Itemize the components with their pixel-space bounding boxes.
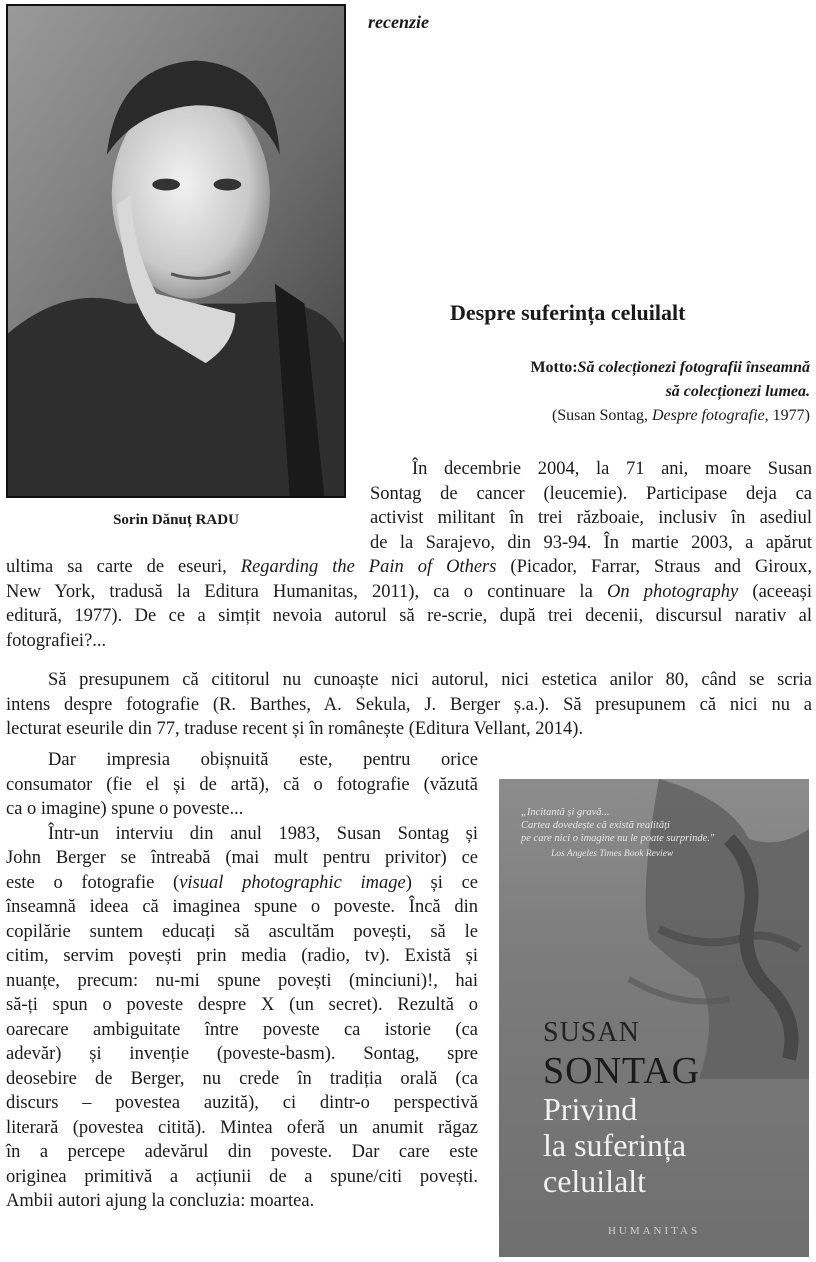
motto-line-2: să colecționezi lumea.	[665, 383, 810, 400]
text-line: înseamnă ideea că imaginea spune o poveste. Încă din	[6, 897, 478, 917]
text-line: intens despre fotografie (R. Barthes, A. Sekula, J. Berger ș.a.). Să presupunem că nici nu a	[6, 694, 812, 715]
cover-author-first: SUSAN	[543, 1017, 640, 1048]
text-line: Ambii autori ajung la concluzia: moartea.	[6, 1191, 315, 1211]
text-line: copilărie suntem educați să ascultăm povești, să le	[6, 921, 478, 942]
portrait-caption: Sorin Dănuț RADU	[113, 512, 239, 528]
section-tag: recenzie	[368, 12, 429, 32]
cover-publisher: HUMANITAS	[607, 1225, 701, 1237]
paragraph-2	[6, 668, 812, 742]
text-line: Dar impresia obișnuită este, pentru orice	[48, 750, 478, 770]
text-line: deosebire de Berger, nu crede în tradiția orală (ca	[6, 1068, 478, 1089]
text-line: originea primitivă a acțiunii de a spune/citi povești.	[6, 1166, 478, 1187]
book-title-on-photography: On photography	[606, 581, 739, 602]
book-title-english: Regarding the Pain of Others	[240, 557, 497, 577]
text-line: de la Sarajevo, din 93-94. În martie 2003, a apărut	[370, 532, 812, 553]
text-line: Să presupunem că cititorul nu cunoaște nici autorul, nici estetica anilor 80, când se scria	[48, 670, 812, 690]
text-segment: ) și ce	[405, 872, 478, 893]
text-segment: (aceeași	[738, 581, 812, 602]
motto-source-title: Despre fotografie	[651, 407, 765, 424]
text-line: editură, 1977). De ce a simțit nevoia autorul să re-scrie, după trei decenii, discursul narativ al	[6, 606, 812, 626]
text-line: citim, servim povești prin media (radio, tv). Există și	[6, 946, 478, 966]
motto-source	[552, 407, 810, 425]
text-line	[6, 871, 478, 896]
portrait-image	[8, 6, 344, 496]
cover-title-line: celuilalt	[543, 1163, 647, 1199]
text-line: John Berger se întreabă (mai mult pentru privitor) ce	[6, 848, 478, 868]
text-line: Într-un interviu din anul 1983, Susan Sontag și	[48, 823, 478, 844]
text-line: discurs – povestea auzită), ci dintr-o perspectivă	[6, 1093, 478, 1113]
book-cover-image	[499, 779, 809, 1257]
text-line: fotografiei?...	[6, 630, 107, 651]
text-line: literară (povestea citită). Mintea oferă un anumit răgaz	[6, 1117, 478, 1138]
emphasis-term: visual photographic image	[179, 872, 406, 893]
text-segment: New York, tradusă la Editura Humanitas, 2011), ca o continuare la	[6, 581, 607, 602]
motto-line-1	[530, 359, 810, 377]
text-segment: este o fotografie (	[6, 872, 180, 893]
cover-title-line: Privind	[543, 1091, 638, 1127]
paragraph-1-start	[370, 457, 812, 555]
author-portrait	[6, 4, 346, 498]
text-line	[6, 555, 812, 580]
text-segment: (Picador, Farrar, Straus and Giroux,	[496, 557, 812, 577]
cover-author-last: SONTAG	[543, 1050, 701, 1092]
text-line	[6, 580, 812, 605]
text-line: nuanțe, precum: nu-mi spune povești (minciuni)!, hai	[6, 970, 478, 991]
text-line: adevăr) și invenție (poveste-basm). Sontag, spre	[6, 1044, 478, 1064]
motto-source-close: , 1977)	[764, 407, 810, 424]
cover-quote-line: Cartea dovedește că există realități	[521, 820, 670, 831]
text-line: consumator (fie el și de artă), că o fotografie (văzută	[6, 774, 478, 795]
cover-quote-line: „Incitantă și gravă...	[521, 807, 610, 818]
motto-label: Motto:	[530, 359, 578, 376]
text-line: să-ți spun o poveste despre X (un secret). Rezultă o	[6, 995, 478, 1015]
text-line: Sontag de cancer (leucemie). Participase deja ca	[370, 483, 812, 504]
text-line: lecturat eseurile din 77, traduse recent și în românește (Editura Vellant, 2014).	[6, 719, 584, 739]
cover-quote-source: Los Angeles Times Book Review	[551, 849, 674, 859]
text-line: ca o imagine) spune o poveste...	[6, 799, 244, 819]
paragraph-1-continued	[6, 555, 812, 653]
motto-source-open: (Susan Sontag,	[551, 407, 652, 424]
text-line: oarecare ambiguitate între poveste ca istorie (ca	[6, 1019, 478, 1040]
article-title: Despre suferința celuilalt	[450, 300, 686, 325]
motto-text-1: Să colecționezi fotografii înseamnă	[577, 359, 810, 376]
text-line: în a percepe adevărul din poveste. Dar care este	[6, 1142, 478, 1162]
text-line: În decembrie 2004, la 71 ani, moare Susan	[412, 459, 812, 479]
paragraph-3-4	[6, 748, 478, 1214]
cover-title-line: la suferința	[543, 1127, 687, 1163]
text-line: activist militant în trei războaie, inclusiv în asediul	[370, 508, 812, 528]
cover-quote-line: pe care nici o imagine nu le poate surprinde."	[521, 833, 715, 844]
text-segment: ultima sa carte de eseuri,	[6, 557, 241, 577]
